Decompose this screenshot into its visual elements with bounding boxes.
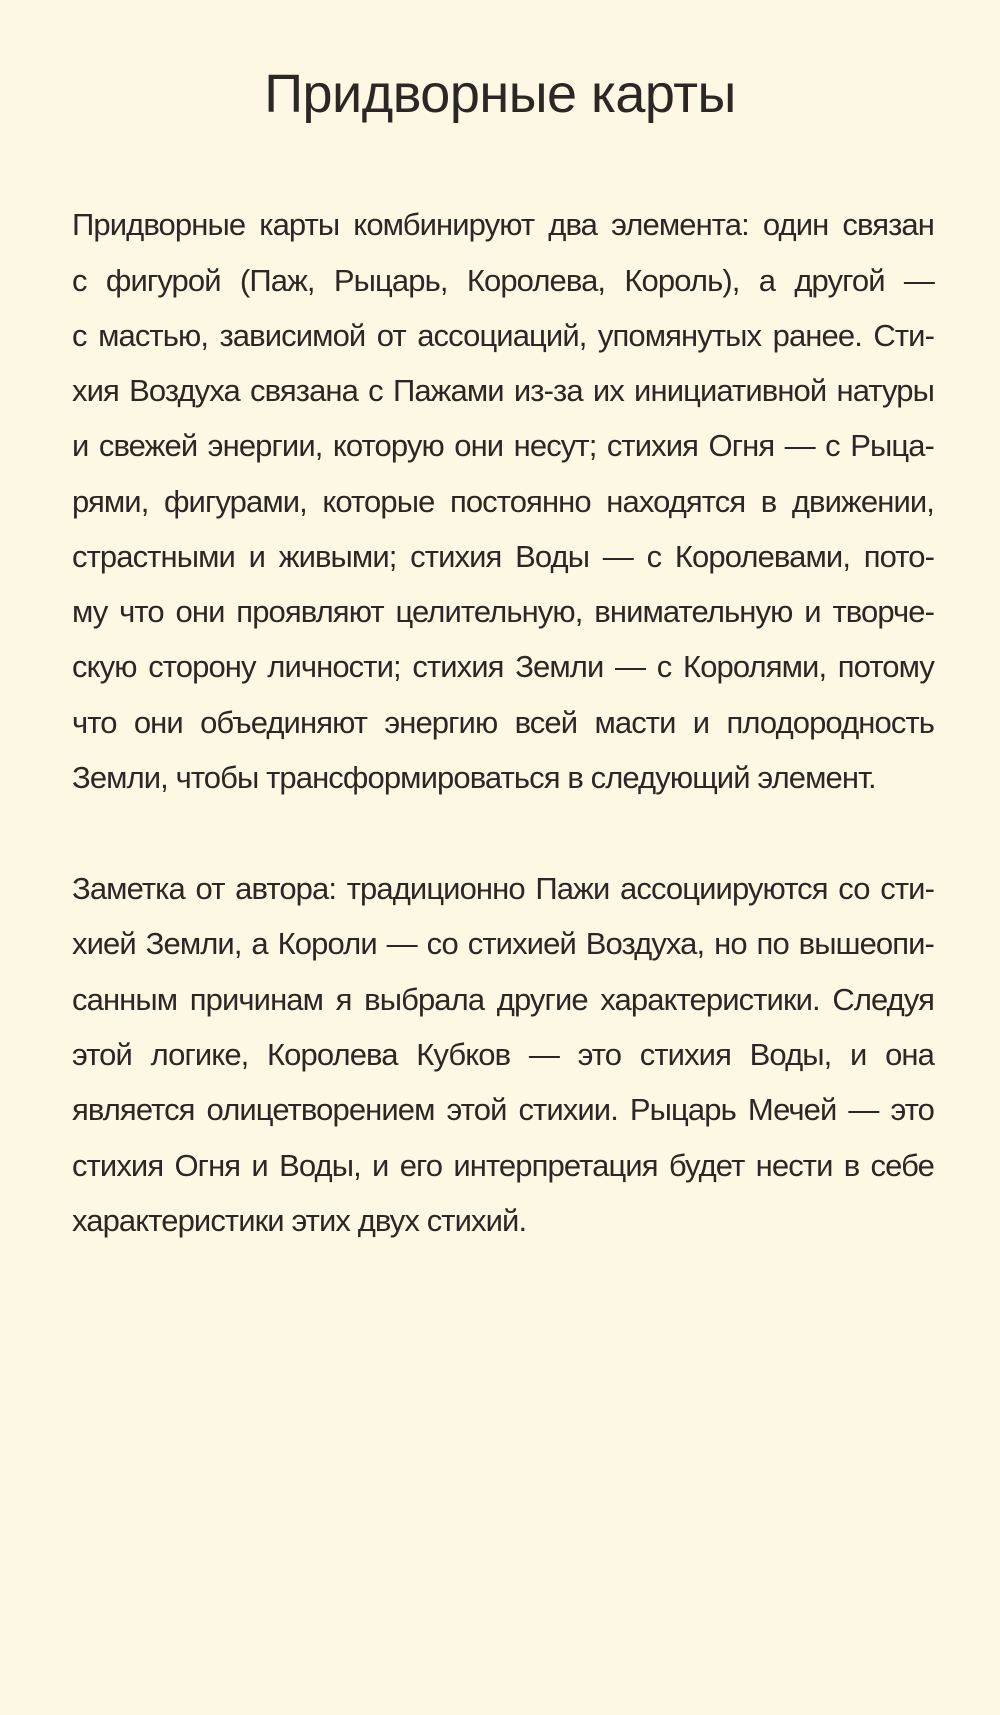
paragraph-1-line: му что они проявляют целительную, внимательную и творче- (72, 594, 934, 629)
paragraph-1-line: Придворные карты комбинируют два элемента: один связан (72, 207, 934, 242)
paragraph-1-line: и свежей энергии, которую они несут; стихия Огня — с Рыца- (72, 428, 934, 463)
paragraph-1-line: страстными и живыми; стихия Воды — с Королевами, пото- (72, 539, 934, 574)
paragraph-2-line: хией Земли, а Короли — со стихией Воздуха, но по вышеопи- (72, 926, 934, 961)
paragraph-1-line: скую сторону личности; стихия Земли — с Королями, потому (72, 649, 934, 684)
paragraph-2-line: Заметка от автора: традиционно Пажи ассоциируются со сти- (72, 871, 934, 906)
paragraph-1-line: с мастью, зависимой от ассоциаций, упомянутых ранее. Сти- (72, 318, 934, 353)
paragraph-1-line: хия Воздуха связана с Пажами из-за их инициативной натуры (72, 373, 934, 408)
paragraph-2-line: является олицетворением этой стихии. Рыцарь Мечей — это (72, 1092, 934, 1127)
paragraph-1-line: с фигурой (Паж, Рыцарь, Королева, Король), а другой — (72, 263, 934, 298)
paragraph-1-line: рями, фигурами, которые постоянно находятся в движении, (72, 484, 934, 519)
page-title: Придворные карты (264, 64, 736, 124)
paragraph-2-line: этой логике, Королева Кубков — это стихия Воды, и она (72, 1037, 934, 1072)
paragraph-2-line: характеристики этих двух стихий. (72, 1203, 527, 1238)
paragraph-1-line: что они объединяют энергию всей масти и плодородность (72, 705, 934, 740)
paragraph-1-line: Земли, чтобы трансформироваться в следующий элемент. (72, 760, 876, 795)
paragraph-2-line: стихия Огня и Воды, и его интерпретация будет нести в себе (72, 1148, 934, 1183)
paragraph-2-line: санным причинам я выбрала другие характеристики. Следуя (72, 982, 934, 1017)
